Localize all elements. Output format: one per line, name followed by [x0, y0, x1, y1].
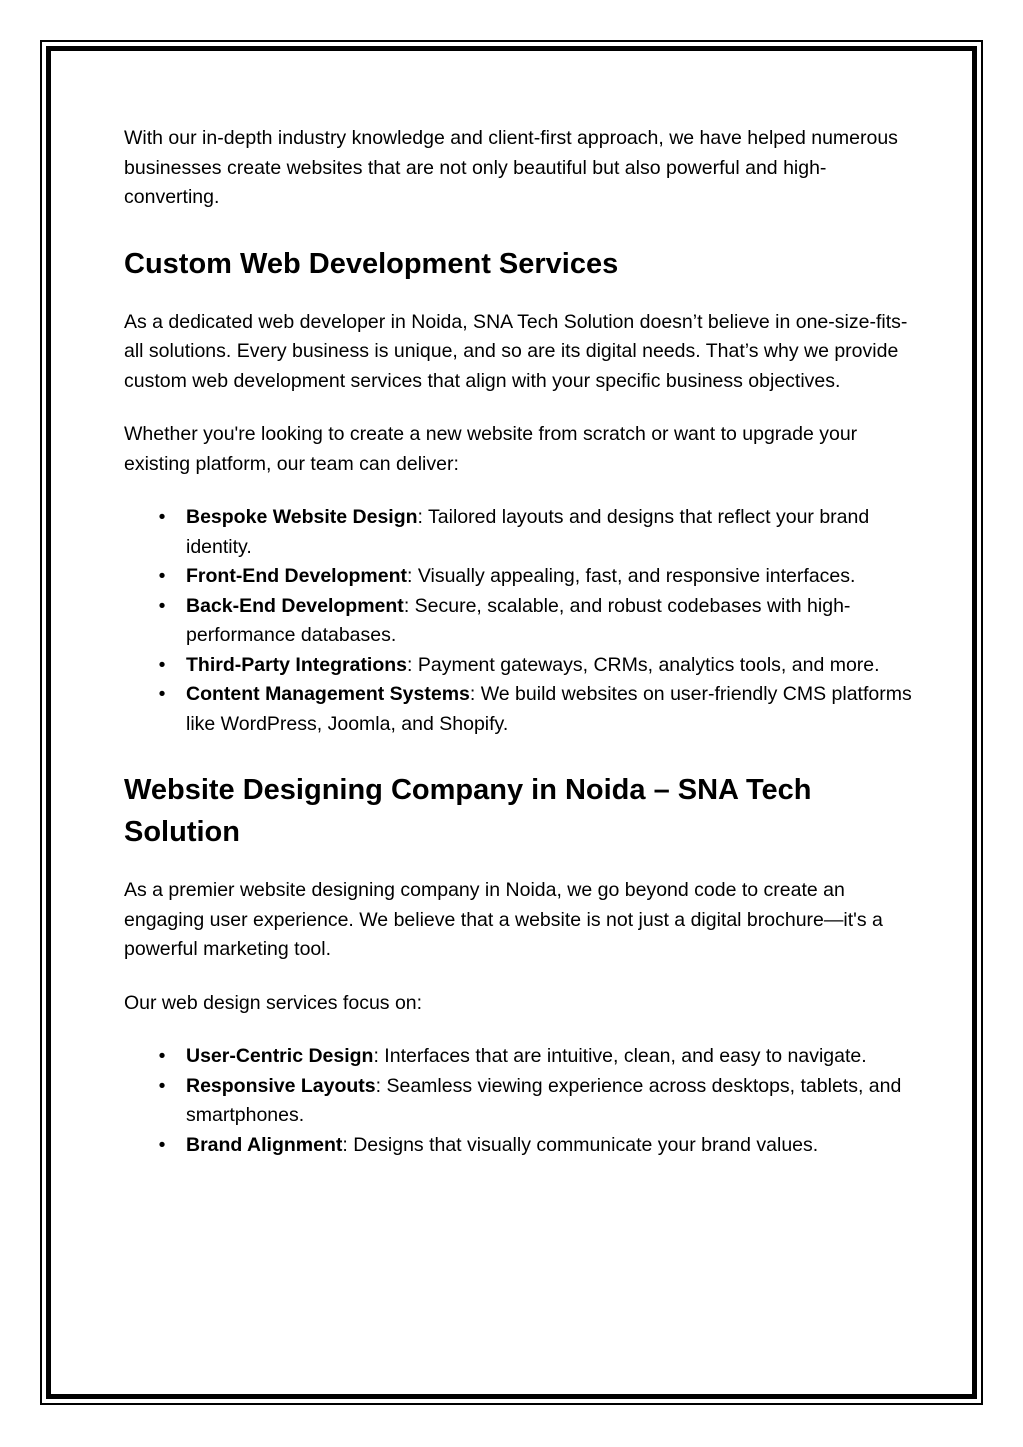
list-item-desc: : Interfaces that are intuitive, clean, and easy to navigate.	[373, 1045, 867, 1067]
list-item-term: Front-End Development	[186, 565, 408, 587]
list-item-term: Content Management Systems	[186, 683, 470, 705]
section1-service-list	[124, 503, 914, 739]
section1-paragraph-1: As a dedicated web developer in Noida, SNA Tech Solution doesn’t believe in one-size-fits-all solutions. Every business is unique, and so are its digital needs. That’s why we provide custom web development services that align with your specific business objectives.	[124, 310, 908, 392]
document-body	[124, 124, 914, 1160]
section1-paragraph-2: Whether you're looking to create a new website from scratch or want to upgrade your existing platform, our team can deliver:	[124, 423, 858, 475]
list-item-desc: : Visually appealing, fast, and responsive interfaces.	[407, 565, 856, 587]
bullet-icon: •	[158, 1074, 166, 1097]
section-heading-custom-web-development: Custom Web Development Services	[124, 247, 619, 280]
section2-service-list	[124, 1042, 914, 1160]
list-item	[158, 651, 914, 681]
list-item-desc: : Payment gateways, CRMs, analytics tools, and more.	[407, 653, 880, 676]
list-item-desc: : Seamless viewing experience across desktops, tablets, and smartphones.	[186, 1074, 902, 1126]
list-item-desc: : Designs that visually communicate your brand values.	[342, 1133, 819, 1156]
bullet-icon: •	[158, 683, 166, 705]
bullet-icon: •	[158, 594, 166, 617]
intro-paragraph: With our in-depth industry knowledge and client-first approach, we have helped numerous businesses create websites that are not only beautiful but also powerful and high-converting.	[124, 127, 898, 208]
list-item	[158, 592, 914, 651]
list-item	[158, 680, 914, 739]
bullet-icon: •	[158, 565, 166, 587]
section2-paragraph-1: As a premier website designing company in Noida, we go beyond code to create an engaging user experience. We believe that a website is not just a digital brochure—it's a powerful marketing tool.	[124, 879, 883, 960]
list-item-term: Responsive Layouts	[186, 1074, 376, 1097]
list-item-term: User-Centric Design	[186, 1045, 374, 1067]
list-item-term: Brand Alignment	[186, 1133, 343, 1156]
list-item-term: Third-Party Integrations	[186, 653, 408, 676]
section-heading-website-designing-company: Website Designing Company in Noida – SNA Tech Solution	[124, 774, 812, 848]
list-item-desc: : Tailored layouts and designs that reflect your brand identity.	[186, 506, 870, 558]
list-item-term: Back-End Development	[186, 594, 404, 617]
bullet-icon: •	[158, 653, 166, 676]
list-item-term: Bespoke Website Design	[186, 506, 418, 528]
list-item-desc: : We build websites on user-friendly CMS platforms like WordPress, Joomla, and Shopify.	[186, 683, 912, 735]
list-item	[158, 1131, 914, 1161]
list-item	[158, 1042, 914, 1072]
bullet-icon: •	[158, 1133, 166, 1156]
section2-paragraph-2: Our web design services focus on:	[124, 991, 423, 1014]
list-item-desc: : Secure, scalable, and robust codebases with high-performance databases.	[186, 594, 851, 646]
bullet-icon: •	[158, 506, 166, 528]
list-item	[158, 562, 914, 592]
list-item	[158, 1072, 914, 1131]
list-item	[158, 503, 914, 562]
bullet-icon: •	[158, 1045, 166, 1067]
